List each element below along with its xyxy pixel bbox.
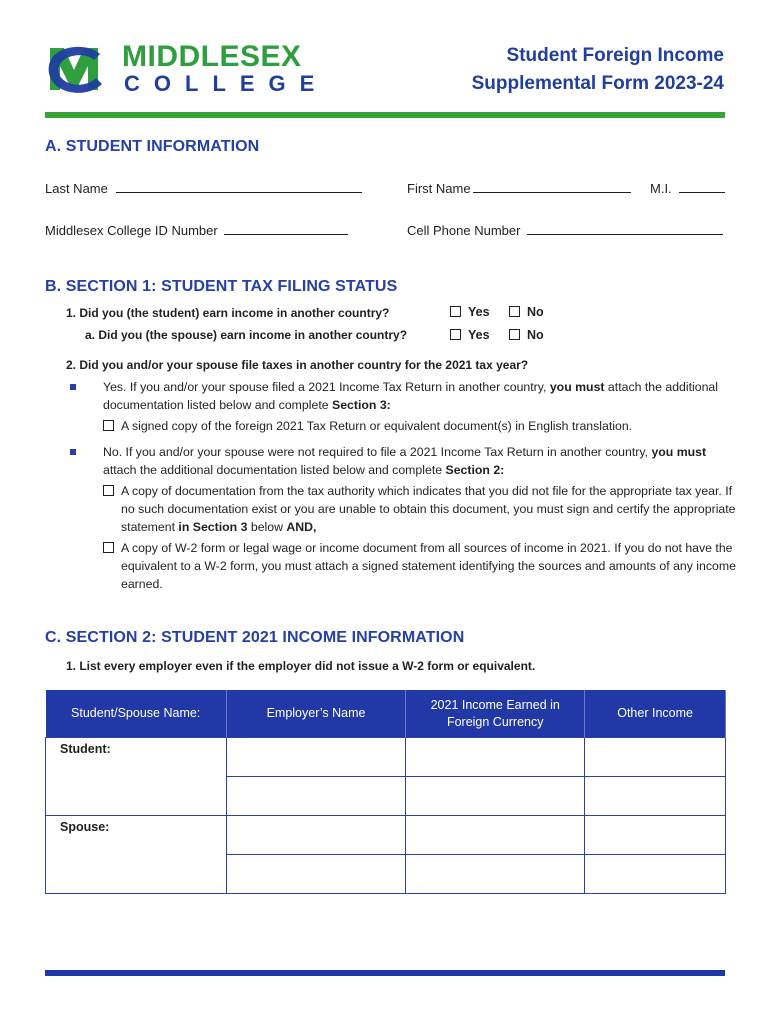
no-text-section: Section 2: <box>445 463 505 477</box>
table-row <box>46 738 726 777</box>
q1-yes-label: Yes <box>468 305 490 319</box>
student-employer-cell[interactable] <box>226 738 405 777</box>
col-header-employer: Employer’s Name <box>226 690 405 738</box>
mi-line[interactable] <box>679 182 725 193</box>
q1a-no-label: No <box>527 328 544 342</box>
q1-yes-checkbox[interactable] <box>450 306 461 317</box>
no-text-bold: you must <box>651 445 707 459</box>
section-b-heading: B. SECTION 1: STUDENT TAX FILING STATUS <box>45 278 398 295</box>
no-item-2-text: A copy of W-2 form or legal wage or income document from all sources of income in 2021. If you do not have the equivalent to a W-2 form, you must attach a signed statement identifying the sources and amounts of any income earned. <box>121 541 736 591</box>
mi-field[interactable] <box>650 181 725 196</box>
bullet-icon <box>70 449 76 455</box>
no-text-1: No. If you and/or your spouse were not required to file a 2021 Income Tax Return in another country, <box>103 445 652 459</box>
footer-divider <box>45 970 725 976</box>
col-header-income-foreign: 2021 Income Earned in Foreign Currency <box>406 690 585 738</box>
form-title <box>472 42 724 98</box>
q1-no-option[interactable] <box>509 305 544 319</box>
q1-yes-option[interactable] <box>450 305 490 319</box>
col-header-other-income: Other Income <box>585 690 726 738</box>
question-1a: a. Did you (the spouse) earn income in another country? <box>85 328 408 342</box>
income-table <box>45 690 726 894</box>
mi-label: M.I. <box>650 181 672 196</box>
q1a-yes-label: Yes <box>468 328 490 342</box>
q1a-yes-option[interactable] <box>450 328 490 342</box>
section-c-heading: C. SECTION 2: STUDENT 2021 INCOME INFORMATION <box>45 629 465 646</box>
no-item-1-checkbox[interactable] <box>103 485 114 496</box>
student-income-cell[interactable] <box>406 777 585 816</box>
yes-text-1: Yes. If you and/or your spouse filed a 2021 Income Tax Return in another country, <box>103 380 550 394</box>
table-header-row <box>46 690 726 738</box>
college-logo <box>40 40 330 100</box>
yes-item-1[interactable] <box>103 417 728 435</box>
yes-text-section: Section 3: <box>332 398 391 412</box>
spouse-other-income-cell[interactable] <box>585 855 726 894</box>
last-name-line[interactable] <box>116 182 362 193</box>
no-item-1-bold: in Section 3 <box>178 520 248 534</box>
yes-item-1-checkbox[interactable] <box>103 420 114 431</box>
yes-item-1-text: A signed copy of the foreign 2021 Tax Return or equivalent document(s) in English translation. <box>121 419 633 433</box>
bullet-icon <box>70 384 76 390</box>
spouse-other-income-cell[interactable] <box>585 816 726 855</box>
last-name-label: Last Name <box>45 181 108 196</box>
spouse-employer-cell[interactable] <box>226 816 405 855</box>
question-2: 2. Did you and/or your spouse file taxes in another country for the 2021 tax year? <box>66 358 529 372</box>
no-item-1-text: A copy of documentation from the tax authority which indicates that you did not file for the appropriate tax year. If no such documentation exist or you are unable to obtain this document, you must sign and certify the appropriate statement <box>121 484 736 534</box>
first-name-label: First Name <box>407 181 471 196</box>
id-number-field[interactable] <box>45 223 348 238</box>
logo-text-middlesex: MIDDLESEX <box>122 40 302 73</box>
row-label-spouse: Spouse: <box>46 816 227 894</box>
cell-phone-line[interactable] <box>527 224 723 235</box>
q1a-yes-checkbox[interactable] <box>450 329 461 340</box>
q1a-no-checkbox[interactable] <box>509 329 520 340</box>
q1a-no-option[interactable] <box>509 328 544 342</box>
table-row <box>46 816 726 855</box>
logo-text-college: COLLEGE <box>124 71 329 96</box>
no-item-2-checkbox[interactable] <box>103 542 114 553</box>
spouse-income-cell[interactable] <box>406 816 585 855</box>
no-item-1-text-b: below <box>247 520 287 534</box>
col-header-name: Student/Spouse Name: <box>46 690 227 738</box>
student-employer-cell[interactable] <box>226 777 405 816</box>
no-item-2[interactable] <box>103 539 746 593</box>
last-name-field[interactable] <box>45 181 362 196</box>
header-divider <box>45 112 725 118</box>
student-other-income-cell[interactable] <box>585 738 726 777</box>
yes-text-2: attach the additional documentation listed below and complete <box>103 380 719 412</box>
mc-monogram-icon <box>40 40 118 98</box>
no-item-1-and: AND, <box>286 520 317 534</box>
q1-no-checkbox[interactable] <box>509 306 520 317</box>
q1-no-label: No <box>527 305 544 319</box>
section-c-instruction: 1. List every employer even if the employer did not issue a W-2 form or equivalent. <box>66 659 536 673</box>
question-1: 1. Did you (the student) earn income in another country? <box>66 306 390 320</box>
no-explanation <box>103 443 728 479</box>
spouse-income-cell[interactable] <box>406 855 585 894</box>
cell-phone-label: Cell Phone Number <box>407 223 521 238</box>
section-a-heading: A. STUDENT INFORMATION <box>45 138 260 155</box>
student-other-income-cell[interactable] <box>585 777 726 816</box>
first-name-field[interactable] <box>407 181 631 196</box>
first-name-line[interactable] <box>473 182 631 193</box>
form-title-line1: Student Foreign Income <box>506 45 724 66</box>
id-number-label: Middlesex College ID Number <box>45 223 218 238</box>
no-item-1[interactable] <box>103 482 746 536</box>
row-label-student: Student: <box>46 738 227 816</box>
spouse-employer-cell[interactable] <box>226 855 405 894</box>
no-text-2: attach the additional documentation listed below and complete <box>103 463 446 477</box>
yes-explanation <box>103 378 728 414</box>
form-title-line2: Supplemental Form 2023-24 <box>471 73 724 94</box>
yes-text-bold: you must <box>549 380 605 394</box>
id-number-line[interactable] <box>224 224 348 235</box>
cell-phone-field[interactable] <box>407 223 723 238</box>
student-income-cell[interactable] <box>406 738 585 777</box>
